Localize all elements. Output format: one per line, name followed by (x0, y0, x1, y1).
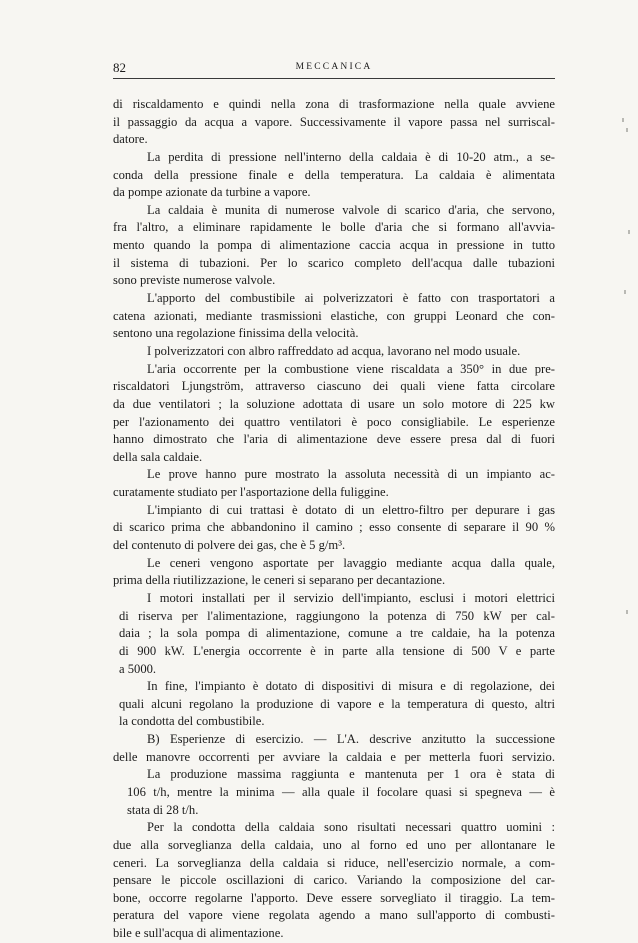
text-line: Le prove hanno pure mostrato la assoluta necessità di un impianto ac- (147, 467, 555, 482)
text-line: della sala caldaie. (113, 449, 203, 464)
text-line: da due ventilatori ; la soluzione adottata di usare un solo motore di 225 kw (113, 396, 555, 411)
text-line: datore. (113, 132, 148, 147)
text-line: sentono una regolazione finissima della velocità. (113, 326, 359, 341)
text-line: catena azionati, mediante trasmissioni elastiche, con gruppi Leonard che con- (113, 308, 555, 323)
text-line: fra l'altro, a eliminare rapidamente le bolle d'aria che si formano all'avvia- (113, 220, 555, 235)
page-number: 82 (113, 60, 126, 75)
text-line: a 5000. (119, 661, 157, 676)
text-line: bile e sull'acqua di alimentazione. (113, 926, 284, 941)
text-line: pensare le piccole oscillazioni di carico. Variando la composizione del car- (113, 873, 555, 888)
text-line: I motori installati per il servizio dell'impianto, esclusi i motori elettrici (147, 590, 555, 605)
text-line: delle manovre occorrenti per avviare la caldaia e per metterla fuori servizio. (113, 749, 555, 764)
text-line: Per la condotta della caldaia sono risultati necessari quattro uomini : (147, 820, 555, 835)
text-line: il passaggio da acqua a vapore. Successivamente il vapore passa nel surriscal- (113, 114, 555, 129)
scan-speck (622, 118, 624, 122)
scan-speck (626, 610, 628, 614)
text-line: mento quando la pompa di alimentazione caccia acqua in pressione in tutto (113, 238, 555, 253)
text-line: daia ; la sola pompa di alimentazione, comune a tre caldaie, ha la potenza (119, 626, 555, 641)
text-line: prima della riutilizzazione, le ceneri si separano per decantazione. (113, 573, 446, 588)
text-line: di 900 kW. L'energia occorrente è in parte alla tensione di 500 V e parte (119, 643, 555, 658)
text-line: La caldaia è munita di numerose valvole di scarico d'aria, che servono, (147, 202, 555, 217)
text-line: stata di 28 t/h. (127, 802, 199, 817)
text-line: di scarico prima che abbandonino il camino ; esso consente di separare il 90 % (113, 520, 555, 535)
text-line: per l'azionamento dei quattro ventilatori è poco consigliabile. Le esperienze (113, 414, 555, 429)
text-line: riscaldatori Ljungström, attraverso ciascuno dei quali viene fatta circolare (113, 379, 555, 394)
text-line: 106 t/h, mentre la minima — alla quale il focolare quasi si spegneva — è (127, 784, 555, 799)
text-line: In fine, l'impianto è dotato di dispositivi di misura e di regolazione, dei (147, 679, 555, 694)
text-line: B) Esperienze di esercizio. — L'A. descrive anzitutto la successione (147, 732, 555, 747)
text-line: ceneri. La sorveglianza della caldaia si riduce, nell'esercizio normale, a com- (113, 855, 555, 870)
text-line: quali alcuni regolano la produzione di vapore e la temperatura di questo, altri (119, 696, 555, 711)
text-line: bone, occorre regolarne l'apporto. Deve essere sorvegliato il tiraggio. La tem- (113, 890, 555, 905)
running-title: MECCANICA (295, 62, 373, 72)
text-line: da pompe azionate da turbine a vapore. (113, 185, 311, 200)
scan-speck (624, 290, 626, 294)
text-line: di riscaldamento e quindi nella zona di trasformazione nella quale avviene (113, 97, 555, 111)
page-header (113, 60, 555, 79)
text-line: sono previste numerose valvole. (113, 273, 276, 288)
scan-speck (628, 230, 630, 234)
text-line: peratura del vapore viene regolata agendo a mano sull'apporto di combusti- (113, 908, 555, 923)
text-line: L'aria occorrente per la combustione viene riscaldata a 350° in due pre- (147, 361, 555, 376)
text-line: Le ceneri vengono asportate per lavaggio mediante acqua dalla quale, (147, 555, 555, 570)
text-line: curatamente studiato per l'asportazione della fuliggine. (113, 485, 389, 500)
text-line: conda della pressione finale e della temperatura. La caldaia è alimentata (113, 167, 555, 182)
body-text (113, 96, 555, 943)
text-line: La produzione massima raggiunta e mantenuta per 1 ora è stata di (147, 767, 555, 782)
text-line: hanno dimostrato che l'aria di alimentazione deve essere presa dal di fuori (113, 432, 555, 447)
text-line: il sistema di tubazioni. Per lo scarico completo dell'acqua dalle tubazioni (113, 255, 555, 270)
text-line: La perdita di pressione nell'interno della caldaia è di 10-20 atm., a se- (147, 149, 555, 164)
text-line: L'impianto di cui trattasi è dotato di un elettro-filtro per depurare i gas (147, 502, 555, 517)
scan-speck (626, 128, 628, 132)
text-line: del contenuto di polvere dei gas, che è 5 g/m³. (113, 538, 346, 553)
text-line: I polverizzatori con albro raffreddato ad acqua, lavorano nel modo usuale. (147, 343, 521, 358)
text-line: la condotta del combustibile. (119, 714, 265, 729)
text-line: di riserva per l'alimentazione, raggiungono la potenza di 750 kW per cal- (119, 608, 555, 623)
text-line: due alla sorveglianza della caldaia, uno al forno ed uno per allontanare le (113, 837, 555, 852)
text-line: L'apporto del combustibile ai polverizzatori è fatto con trasportatori a (147, 291, 555, 306)
